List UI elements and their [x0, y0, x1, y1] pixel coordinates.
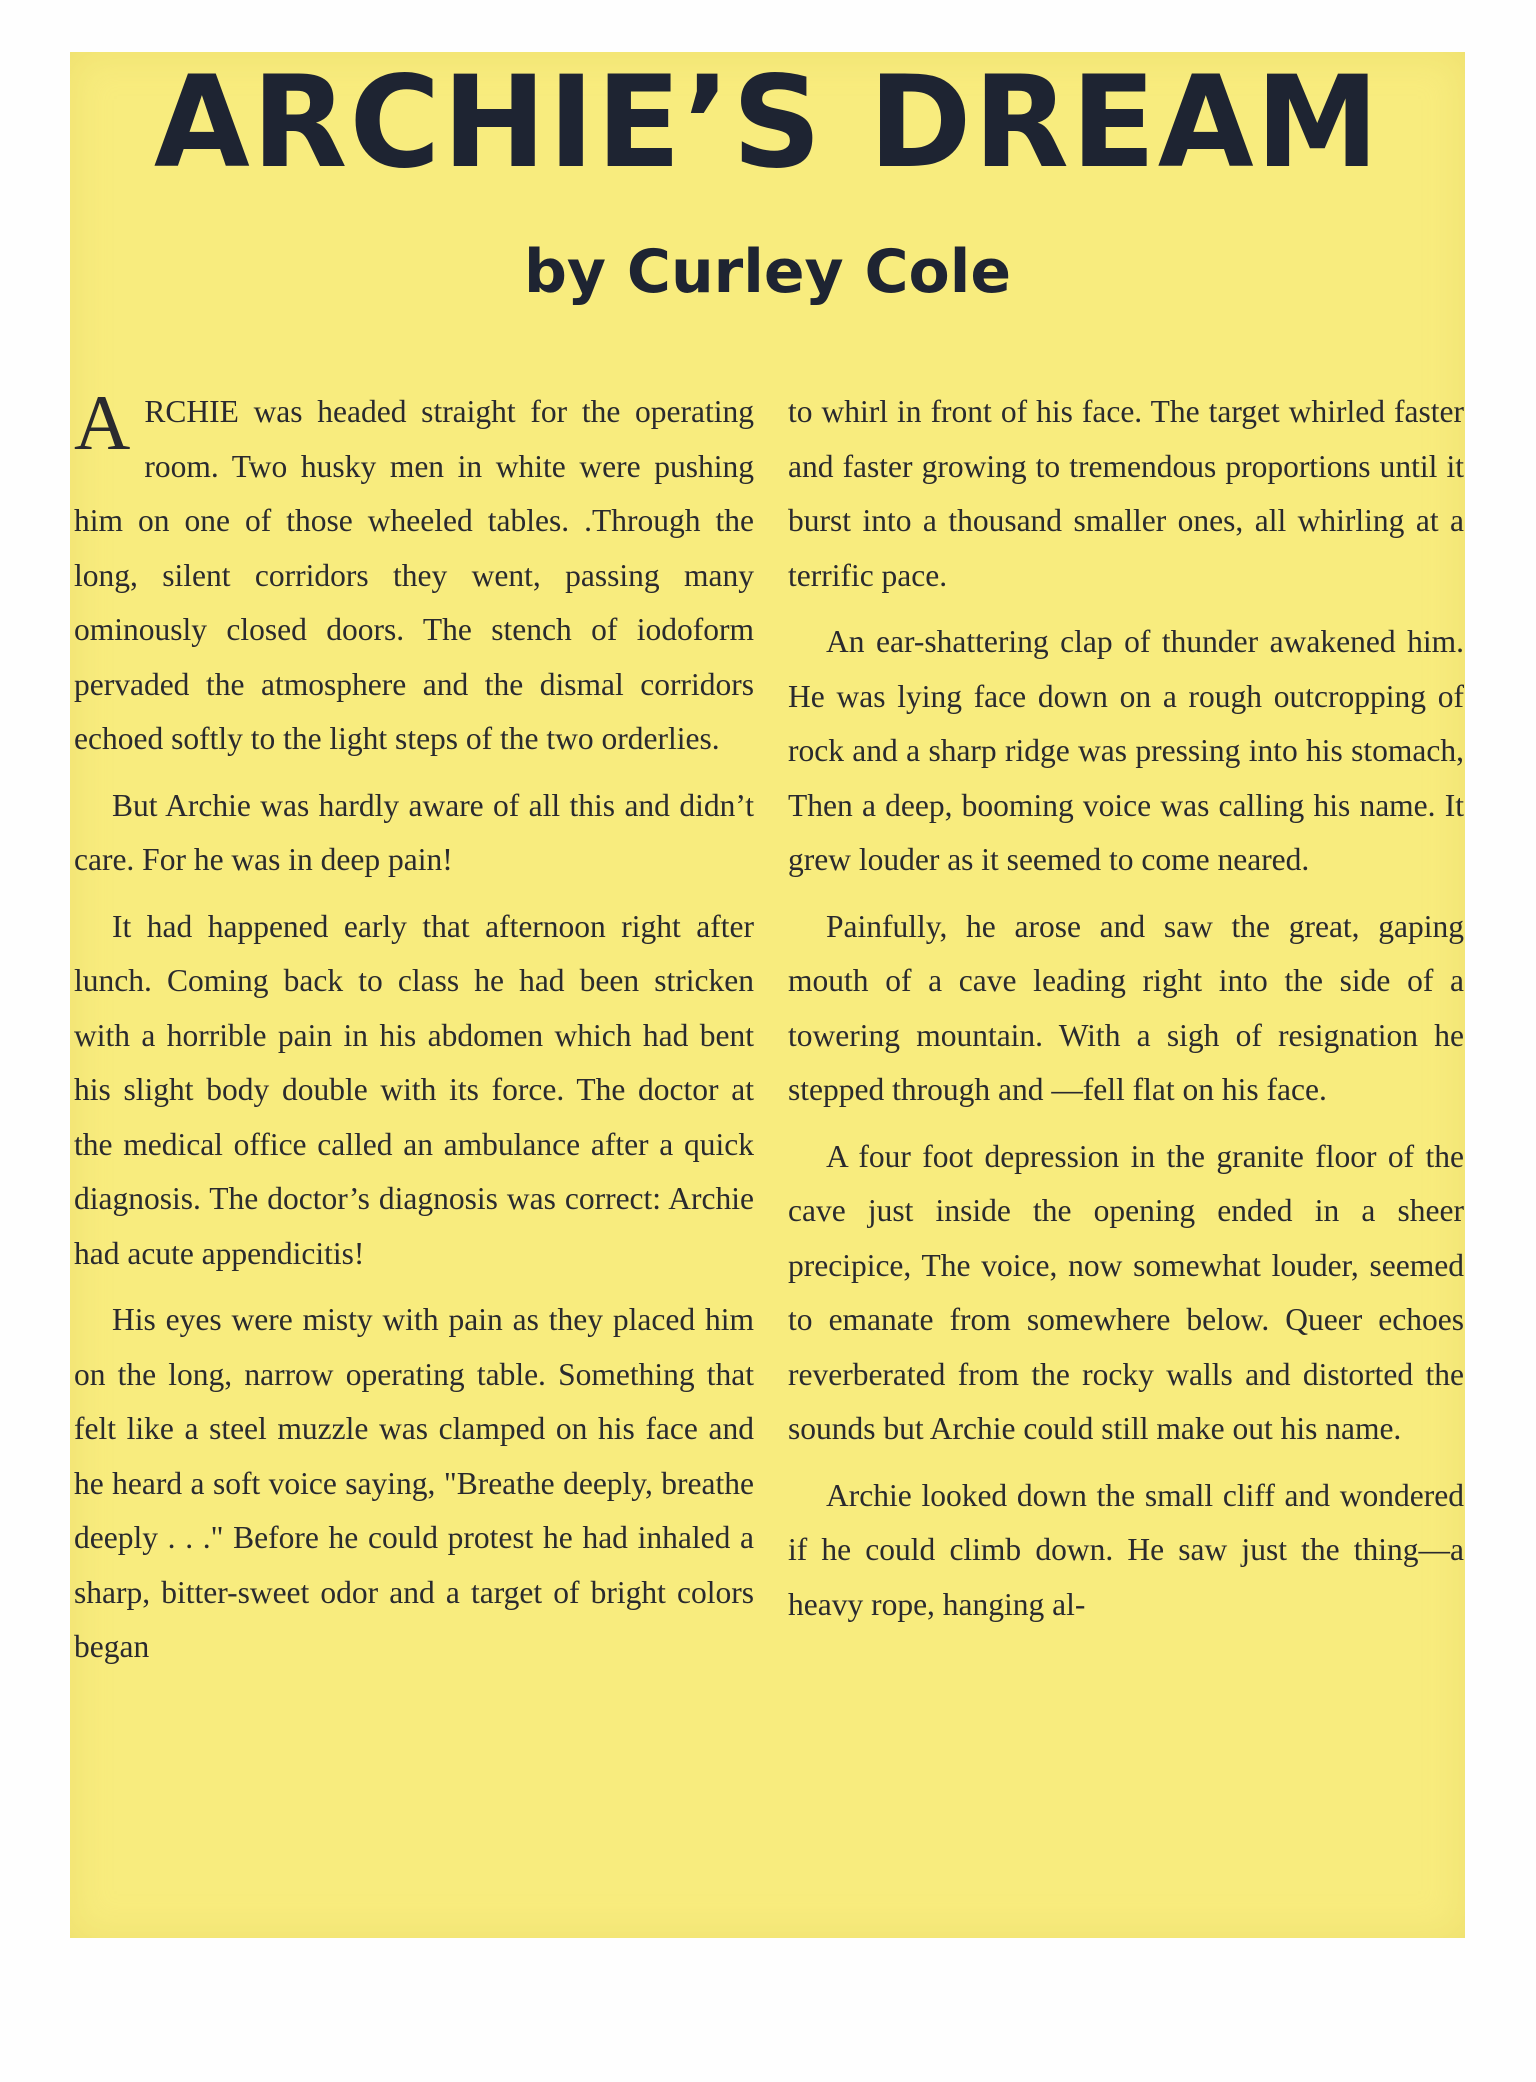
drop-cap: A: [74, 379, 131, 466]
body-paragraph: A four foot depression in the granite floor of the cave just inside the opening ended in a sheer precipice, The voice, now somewhat louder, seemed to emanate from somewhere below. Queer echoes reverberated from the rocky walls and distorted the sounds but Archie could still make out his name.: [788, 1138, 1464, 1446]
left-column: [74, 379, 754, 1687]
body-paragraph: Archie looked down the small cliff and wondered if he could climb down. He saw just the thing—a heavy rope, hanging al-: [788, 1477, 1464, 1622]
body-paragraph: It had happened early that afternoon right after lunch. Coming back to class he had been stricken with a horrible pain in his abdomen which had bent his slight body double with its force. The doctor at the medical office called an ambulance after a quick diagnosis. The doctor’s diagnosis was correct: Archie had acute appendicitis!: [74, 908, 754, 1271]
opening-paragraph: [74, 379, 754, 767]
body-paragraph: But Archie was hardly aware of all this and didn’t care. For he was in deep pain!: [74, 787, 754, 877]
story-byline: by Curley Cole: [523, 237, 1012, 307]
opening-paragraph-text: RCHIE was headed straight for the operating room. Two husky men in white were pushing him on one of those wheeled tables. .Through the long, silent corridors they went, passing many ominously closed doors. The stench of iodoform pervaded the atmosphere and the dismal corridors echoed softly to the light steps of the two orderlies.: [74, 394, 754, 756]
body-paragraph: Painfully, he arose and saw the great, gaping mouth of a cave leading right into the side of a towering mountain. With a sigh of resignation he stepped through and —fell flat on his face.: [788, 908, 1464, 1107]
body-paragraph: His eyes were misty with pain as they placed him on the long, narrow operating table. Something that felt like a steel muzzle was clamped on his face and he heard a soft voice saying, "Breathe deeply, breathe deeply . . ." Before he could protest he had inhaled a sharp, bitter-sweet odor and a target of bright colors began: [74, 1302, 754, 1664]
right-column: [788, 385, 1464, 1644]
story-title: ARCHIE’S DREAM: [153, 49, 1382, 197]
continued-paragraph: to whirl in front of his face. The target whirled faster and faster growing to tremendous proportions until it burst into a thousand smaller ones, all whirling at a terrific pace.: [788, 394, 1464, 593]
body-paragraph: An ear-shattering clap of thunder awakened him. He was lying face down on a rough outcropping of rock and a sharp ridge was pressing into his stomach, Then a deep, booming voice was calling his name. It grew louder as it seemed to come neared.: [788, 624, 1464, 877]
